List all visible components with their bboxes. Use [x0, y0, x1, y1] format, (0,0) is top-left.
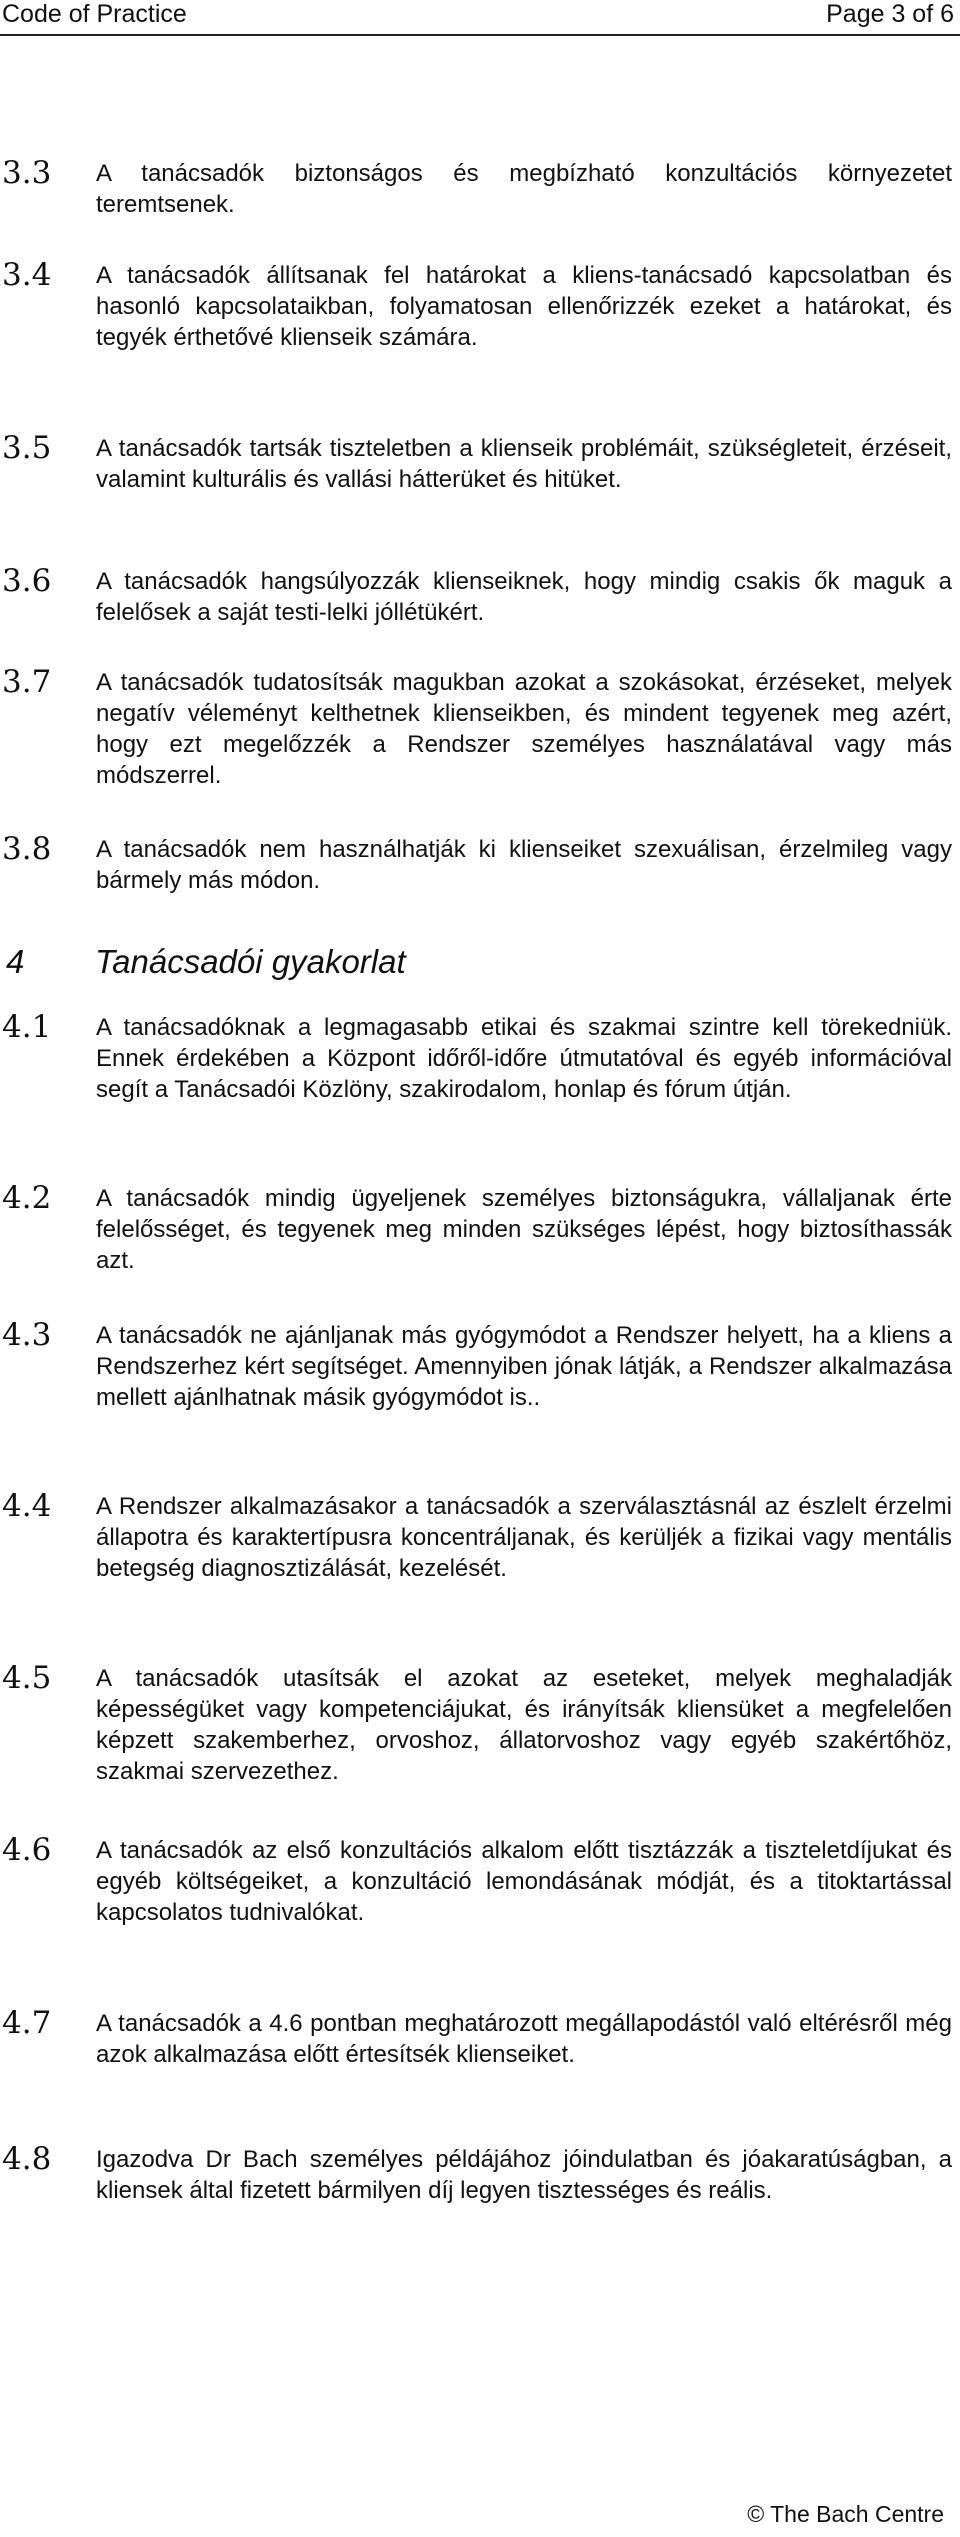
item-text: Igazodva Dr Bach személyes példájához jóindulatban és jóakaratúságban, a kliensek által fizetett bármilyen díj legyen tisztességes és reális. — [96, 2146, 952, 2204]
item-number: 4.6 — [2, 1832, 52, 1868]
section-number: 4 — [6, 943, 25, 980]
item-text: A Rendszer alkalmazásakor a tanácsadók a szerválasztásnál az észlelt érzelmi állapotra és karaktertípusra koncentráljanak, és kerüljék a fizikai vagy mentális betegség diagnosztizálását, kezelését. — [96, 1493, 952, 1582]
item-number: 3.7 — [2, 664, 52, 700]
item-number: 3.3 — [2, 155, 52, 191]
item-text: A tanácsadók ne ajánljanak más gyógymódot a Rendszer helyett, ha a kliens a Rendszerhez kért segítséget. Amennyiben jónak látják, a Rendszer alkalmazása mellett ajánlhatnak másik gyógymódot is.. — [96, 1322, 952, 1411]
item-number: 3.8 — [2, 831, 52, 867]
item-text: A tanácsadók állítsanak fel határokat a kliens-tanácsadó kapcsolatban és hasonló kapcsolataikban, folyamatosan ellenőrizzék ezeket a határokat, és tegyék érthetővé klienseik számára. — [96, 262, 952, 351]
page-header — [0, 0, 960, 34]
item-number: 4.7 — [2, 2005, 52, 2041]
item-text: A tanácsadók utasítsák el azokat az eseteket, melyek meghaladják képességüket vagy kompetenciájukat, és irányítsák kliensüket a megfelelően képzett szakemberhez, orvoshoz, állatorvoshoz vagy egyéb szakértőhöz, szakmai szervezethez. — [96, 1665, 952, 1785]
header-divider — [0, 34, 960, 36]
item-number: 4.2 — [2, 1180, 52, 1216]
item-text: A tanácsadók tudatosítsák magukban azokat a szokásokat, érzéseket, melyek negatív véleményt kelthetnek klienseikben, és mindent tegyenek meg azért, hogy ezt megelőzzék a Rendszer személyes használatával vagy más módszerrel. — [96, 669, 952, 789]
item-text: A tanácsadók a 4.6 pontban meghatározott megállapodástól való eltérésről még azok alkalmazása előtt értesítsék klienseiket. — [96, 2010, 952, 2068]
item-text: A tanácsadóknak a legmagasabb etikai és szakmai szintre kell törekedniük. Ennek érdekében a Központ időről-időre útmutatóval és egyéb információval segít a Tanácsadói Közlöny, szakirodalom, honlap és fórum útján. — [96, 1014, 952, 1103]
item-number: 4.5 — [2, 1660, 52, 1696]
item-text: A tanácsadók hangsúlyozzák klienseiknek, hogy mindig csakis ők maguk a felelősek a saját testi-lelki jóllétükért. — [96, 568, 952, 626]
copyright-footer: © The Bach Centre — [747, 2501, 944, 2527]
item-number: 4.4 — [2, 1488, 52, 1524]
item-text: A tanácsadók mindig ügyeljenek személyes biztonságukra, vállaljanak érte felelősséget, és tegyenek meg minden szükséges lépést, hogy biztosíthassák azt. — [96, 1185, 952, 1274]
document-title: Code of Practice — [2, 0, 187, 28]
item-text: A tanácsadók tartsák tiszteletben a klienseik problémáit, szükségleteit, érzéseit, valamint kulturális és vallási hátterüket és hitüket. — [96, 435, 952, 493]
item-text: A tanácsadók az első konzultációs alkalom előtt tisztázzák a tiszteletdíjukat és egyéb költségeiket, a konzultáció lemondásának módját, és a titoktartással kapcsolatos tudnivalókat. — [96, 1837, 952, 1926]
section-heading — [6, 942, 406, 982]
item-number: 4.1 — [2, 1009, 52, 1045]
item-number: 4.3 — [2, 1317, 52, 1353]
item-number: 4.8 — [2, 2141, 52, 2177]
item-text: A tanácsadók biztonságos és megbízható konzultációs környezetet teremtsenek. — [96, 160, 952, 218]
item-number: 3.6 — [2, 563, 52, 599]
item-number: 3.4 — [2, 257, 52, 293]
section-title: Tanácsadói gyakorlat — [95, 943, 406, 980]
page-number: Page 3 of 6 — [826, 0, 954, 28]
item-text: A tanácsadók nem használhatják ki klienseiket szexuálisan, érzelmileg vagy bármely más módon. — [96, 836, 952, 894]
item-number: 3.5 — [2, 430, 52, 466]
